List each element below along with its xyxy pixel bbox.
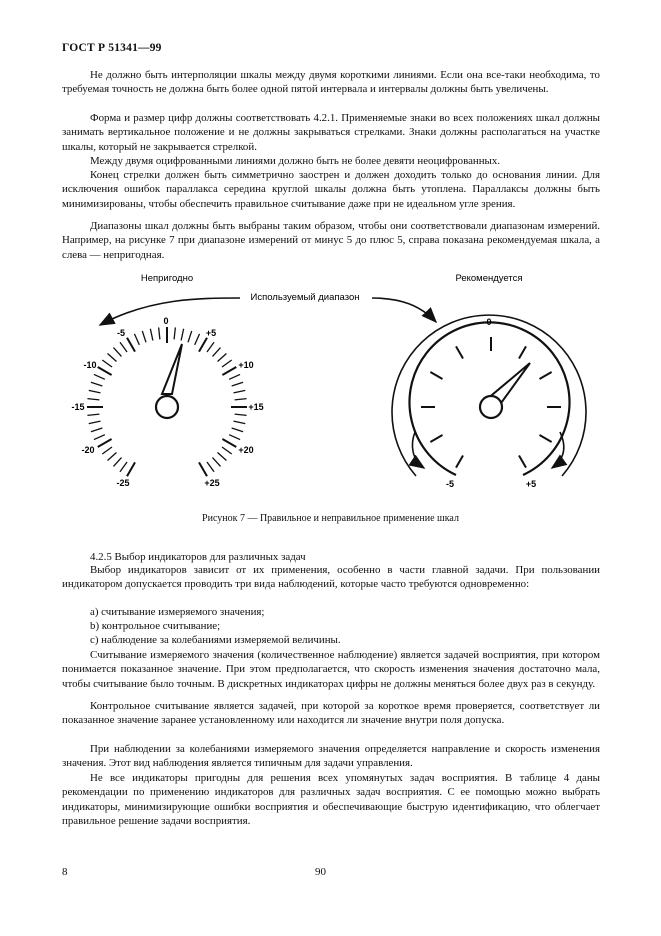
left-minor-tick — [195, 334, 200, 345]
left-minor-tick — [213, 348, 221, 357]
right-label: 0 — [486, 317, 492, 327]
left-major-tick — [127, 462, 135, 476]
right-label: -5 — [445, 479, 455, 489]
paragraph-4: Конец стрелки должен быть симметрично заострен и должен доходить только до основания линии. Для исключения ошибок параллакса середина круглой шкалы должна быть утоплена. Параллаксы должны быть минимизированы, чтобы обеспечить правильное считывание даже при не идеальном угле зрения. — [62, 169, 600, 210]
left-minor-tick — [91, 428, 102, 432]
left-needle — [162, 344, 182, 394]
right-gauge — [392, 315, 586, 489]
left-minor-tick — [89, 421, 101, 423]
left-minor-tick — [89, 390, 101, 392]
left-major-tick — [199, 462, 207, 476]
left-label: +25 — [204, 478, 220, 488]
left-label: -5 — [116, 328, 126, 338]
left-minor-tick — [207, 342, 214, 352]
paragraph-10: Не все индикаторы пригодны для решения всех упомянутых задач восприятия. В таблице 4 даны рекомендации по применению индикаторов для различных задач восприятия. С ее помощью можно выбрать индикаторы, минимизирующие ошибки восприятия и обеспечивающие быструю идентификацию, что облегчает правильное решение задачи восприятия. — [62, 772, 600, 828]
left-minor-tick — [232, 382, 243, 386]
right-tick — [539, 372, 551, 379]
left-minor-tick — [218, 353, 227, 361]
left-minor-tick — [229, 374, 240, 379]
right-hub — [480, 396, 502, 418]
left-label: +20 — [238, 445, 254, 455]
left-minor-tick — [181, 329, 183, 341]
left-major-tick — [98, 367, 112, 375]
paragraph-8: Контрольное считывание является задачей, при которой за короткое время проверяется, соответствует ли показанное значение заранее установленному или находится ли значение внутри поля допуска. — [62, 700, 600, 727]
list-item: c) наблюдение за колебаниями измеряемой величины. — [90, 634, 341, 646]
left-minor-tick — [188, 331, 192, 342]
paragraph-5: Диапазоны шкал должны быть выбраны таким образом, чтобы они соответствовали диапазонам измерений. Например, на рисунке 7 при диапазоне измерений от минус 5 до плюс 5, справа показана рекомендуемая шкала, а слева — непригодная. — [62, 220, 600, 261]
left-minor-tick — [134, 334, 139, 345]
right-gauge-title: Рекомендуется — [455, 273, 523, 284]
left-label: +10 — [238, 360, 254, 370]
paragraph-9: При наблюдении за колебаниями измеряемого значения определяется направление и скорость изменения значения. Этот вид наблюдения является типичным для задачи управления. — [62, 743, 600, 770]
left-minor-tick — [159, 327, 160, 339]
section-title: 4.2.5 Выбор индикаторов для различных задач — [90, 551, 306, 563]
left-minor-tick — [235, 414, 247, 415]
left-label: +15 — [248, 402, 264, 412]
left-minor-tick — [222, 447, 232, 454]
left-minor-tick — [150, 329, 152, 341]
left-minor-tick — [120, 342, 127, 352]
left-label: -25 — [116, 478, 130, 488]
left-minor-tick — [222, 360, 232, 367]
left-minor-tick — [213, 458, 221, 467]
left-minor-tick — [87, 399, 99, 400]
paragraph-1: Не должно быть интерполяции шкалы между двумя короткими линиями. Если она все-таки необходима, то требуемая точность не должна быть более одной пятой интервала и интервалы должны быть увеличены. — [62, 69, 600, 96]
left-minor-tick — [234, 421, 246, 423]
left-minor-tick — [234, 390, 246, 392]
left-major-tick — [98, 439, 112, 447]
left-major-tick — [127, 338, 135, 352]
left-minor-tick — [232, 428, 243, 432]
left-label: -15 — [71, 402, 85, 412]
left-label: -10 — [83, 360, 97, 370]
list-item: b) контрольное считывание; — [90, 620, 221, 632]
right-tick — [430, 435, 442, 442]
left-minor-tick — [218, 453, 227, 461]
figure-7 — [0, 262, 661, 502]
left-minor-tick — [94, 374, 105, 379]
paragraph-2: Форма и размер цифр должны соответствовать 4.2.1. Применяемые знаки во всех положениях шкал должны занимать вертикальное положение и не должны закрываться стрелками. Знаки должны располагаться на участке шкалы, который не закрывается стрелкой. — [62, 112, 600, 153]
left-major-tick — [222, 439, 236, 447]
left-gauge-title: Непригодно — [140, 273, 194, 284]
left-major-tick — [199, 338, 207, 352]
left-minor-tick — [91, 382, 102, 386]
paragraph-6: Выбор индикаторов зависит от их применения, особенно в части главной задачи. При пользовании индикатором допускается проводить три вида наблюдений, которые часто требуются одновременно: — [62, 564, 600, 591]
left-minor-tick — [108, 453, 117, 461]
left-minor-tick — [235, 399, 247, 400]
used-range-label: Используемый диапазон — [250, 292, 360, 303]
page-number: 8 — [62, 866, 68, 878]
right-tick — [519, 455, 526, 467]
left-major-tick — [222, 367, 236, 375]
left-label: 0 — [163, 316, 169, 326]
left-minor-tick — [142, 331, 146, 342]
list-item: a) считывание измеряемого значения; — [90, 606, 265, 618]
range-arrow-right — [372, 298, 436, 322]
left-minor-tick — [102, 360, 112, 367]
left-label: +5 — [205, 328, 217, 338]
left-minor-tick — [120, 462, 127, 472]
left-minor-tick — [102, 447, 112, 454]
left-minor-tick — [113, 348, 121, 357]
right-tick — [456, 455, 463, 467]
paragraph-3: Между двумя оцифрованными линиями должно быть не более девяти неоцифрованных. — [90, 155, 501, 167]
range-arrow-left — [100, 298, 240, 325]
right-tick — [430, 372, 442, 379]
left-minor-tick — [87, 414, 99, 415]
left-minor-tick — [174, 327, 175, 339]
paragraph-7: Считывание измеряемого значения (количественное наблюдение) является задачей восприятия, при котором понимается показанное значение. При этом предполагается, что скорость изменения значения достаточно мала, чтобы считывание было точным. В дискретных индикаторах цифры не должны меняться более двух раз в секунду. — [62, 649, 600, 690]
figure-caption: Рисунок 7 — Правильное и неправильное применение шкал — [202, 513, 459, 524]
right-tick — [456, 346, 463, 358]
document-header: ГОСТ Р 51341—99 — [62, 42, 162, 54]
left-minor-tick — [207, 462, 214, 472]
left-hub — [156, 396, 178, 418]
right-tick — [519, 346, 526, 358]
left-gauge — [71, 316, 263, 488]
left-minor-tick — [94, 435, 105, 440]
left-minor-tick — [108, 353, 117, 361]
book-page-number: 90 — [315, 866, 326, 878]
left-minor-tick — [229, 435, 240, 440]
left-minor-tick — [113, 458, 121, 467]
right-tick — [539, 435, 551, 442]
left-label: -20 — [81, 445, 95, 455]
right-label: +5 — [525, 479, 537, 489]
